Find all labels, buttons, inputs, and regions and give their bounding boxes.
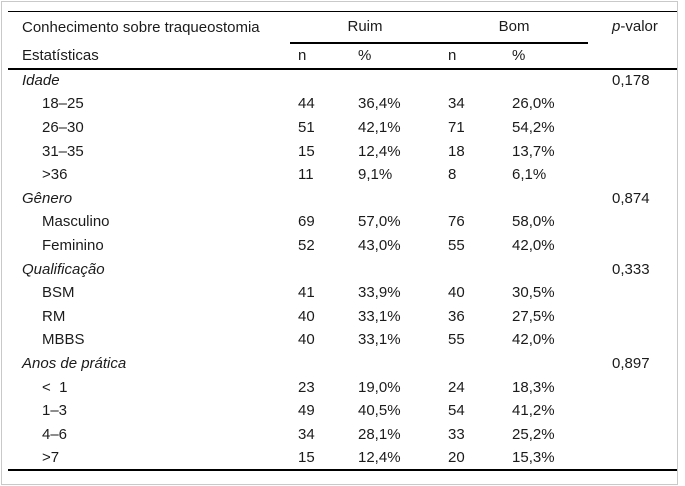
statistics-header: Estatísticas	[8, 43, 290, 69]
bom-pct-cell: 30,5%	[512, 284, 555, 302]
ruim-pct-cell: 40,5%	[358, 402, 401, 420]
ruim-n-cell: 15	[298, 142, 315, 160]
ruim-n-cell: 52	[298, 236, 315, 254]
bom-n-cell: 34	[448, 95, 465, 113]
ruim-n-cell: 11	[298, 166, 314, 184]
empty-cell	[290, 352, 350, 376]
header-row-groups	[8, 12, 677, 43]
ruim-pct-cell: 33,1%	[358, 331, 401, 349]
section-row	[8, 352, 677, 376]
empty-cell	[290, 186, 350, 210]
empty-cell	[350, 186, 440, 210]
bom-pct-cell: 25,2%	[512, 425, 555, 443]
bom-pct-cell: 13,7%	[512, 142, 555, 160]
bom-n-cell: 54	[448, 402, 465, 420]
data-row	[8, 446, 677, 470]
ruim-n-cell: 40	[298, 331, 315, 349]
bom-pct-cell: 58,0%	[512, 213, 555, 231]
section-label: Anos de prática	[22, 354, 127, 372]
table-header	[8, 12, 677, 69]
empty-cell	[440, 352, 504, 376]
empty-cell	[588, 328, 677, 352]
bom-n-cell: 8	[448, 166, 457, 184]
category-label: >36	[42, 166, 68, 184]
category-label: MBBS	[42, 331, 85, 349]
ruim-n-header: n	[290, 43, 350, 69]
section-label: Idade	[22, 72, 60, 90]
ruim-n-cell: 69	[298, 213, 315, 231]
section-label: Qualificação	[22, 260, 105, 278]
bom-n-cell: 71	[448, 118, 465, 136]
empty-cell	[588, 116, 677, 140]
p-value-header-suffix: -valor	[620, 18, 658, 35]
ruim-pct-cell: 33,9%	[358, 284, 401, 302]
bom-pct-cell: 26,0%	[512, 95, 555, 113]
data-row	[8, 139, 677, 163]
p-value-cell: 0,874	[612, 189, 650, 207]
data-row	[8, 304, 677, 328]
data-row	[8, 281, 677, 305]
empty-cell	[588, 422, 677, 446]
bom-pct-cell: 41,2%	[512, 402, 555, 420]
category-label: Feminino	[42, 236, 104, 254]
empty-cell	[440, 257, 504, 281]
bom-n-cell: 24	[448, 378, 465, 396]
p-value-cell: 0,178	[612, 72, 650, 90]
empty-cell	[588, 92, 677, 116]
data-row	[8, 163, 677, 187]
bom-n-cell: 33	[448, 425, 465, 443]
category-label: 4–6	[42, 425, 68, 443]
ruim-pct-cell: 57,0%	[358, 213, 401, 231]
data-row	[8, 116, 677, 140]
p-value-header	[588, 12, 677, 69]
empty-cell	[440, 69, 504, 93]
section-row	[8, 186, 677, 210]
bom-n-cell: 36	[448, 307, 465, 325]
section-row	[8, 69, 677, 93]
ruim-n-cell: 34	[298, 425, 315, 443]
group-header-bom: Bom	[440, 12, 588, 43]
category-label: 1–3	[42, 402, 68, 420]
header-row-subcolumns	[8, 43, 677, 69]
empty-cell	[350, 352, 440, 376]
data-row	[8, 210, 677, 234]
empty-cell	[588, 139, 677, 163]
data-row	[8, 399, 677, 423]
empty-cell	[504, 352, 588, 376]
category-label: < 1	[42, 378, 68, 396]
empty-cell	[588, 375, 677, 399]
category-label: 31–35	[42, 142, 84, 160]
ruim-n-cell: 41	[298, 284, 315, 302]
section-label: Gênero	[22, 189, 73, 207]
empty-cell	[350, 257, 440, 281]
data-row	[8, 328, 677, 352]
bom-pct-cell: 6,1%	[512, 166, 547, 184]
ruim-pct-cell: 28,1%	[358, 425, 401, 443]
table-title: Conhecimento sobre traqueostomia	[22, 18, 260, 36]
bom-pct-header: %	[504, 43, 588, 69]
data-row	[8, 375, 677, 399]
empty-cell	[588, 281, 677, 305]
empty-cell	[350, 69, 440, 93]
ruim-pct-cell: 12,4%	[358, 142, 401, 160]
empty-cell	[588, 304, 677, 328]
ruim-n-cell: 15	[298, 448, 315, 466]
empty-cell	[290, 69, 350, 93]
ruim-pct-cell: 43,0%	[358, 236, 401, 254]
ruim-n-cell: 44	[298, 95, 315, 113]
ruim-pct-cell: 19,0%	[358, 378, 401, 396]
data-row	[8, 92, 677, 116]
ruim-pct-cell: 9,1%	[358, 166, 393, 184]
empty-cell	[588, 210, 677, 234]
bom-n-cell: 20	[448, 448, 465, 466]
category-label: 26–30	[42, 118, 84, 136]
bom-n-cell: 18	[448, 142, 465, 160]
bom-pct-cell: 27,5%	[512, 307, 555, 325]
empty-cell	[504, 186, 588, 210]
table-body	[8, 69, 677, 470]
p-value-cell: 0,333	[612, 260, 650, 278]
bom-n-cell: 55	[448, 331, 465, 349]
bom-pct-cell: 18,3%	[512, 378, 555, 396]
ruim-n-cell: 40	[298, 307, 315, 325]
ruim-n-cell: 23	[298, 378, 315, 396]
empty-cell	[588, 234, 677, 258]
group-header-ruim: Ruim	[290, 12, 440, 43]
bom-pct-cell: 42,0%	[512, 331, 555, 349]
bom-n-cell: 40	[448, 284, 465, 302]
p-value-cell: 0,897	[612, 354, 650, 372]
p-value-header-italic-p: p	[612, 18, 621, 35]
bom-pct-cell: 15,3%	[512, 448, 555, 466]
section-row	[8, 257, 677, 281]
empty-cell	[588, 163, 677, 187]
empty-cell	[290, 257, 350, 281]
data-row	[8, 422, 677, 446]
ruim-pct-cell: 42,1%	[358, 118, 401, 136]
empty-cell	[440, 186, 504, 210]
ruim-n-cell: 49	[298, 402, 315, 420]
category-label: BSM	[42, 284, 75, 302]
bom-n-cell: 76	[448, 213, 465, 231]
bom-n-header: n	[440, 43, 504, 69]
ruim-n-cell: 51	[298, 118, 315, 136]
empty-cell	[504, 257, 588, 281]
empty-cell	[504, 69, 588, 93]
category-label: >7	[42, 448, 60, 466]
ruim-pct-cell: 36,4%	[358, 95, 401, 113]
bom-pct-cell: 54,2%	[512, 118, 555, 136]
bom-n-cell: 55	[448, 236, 465, 254]
statistics-table	[8, 11, 677, 471]
data-row	[8, 234, 677, 258]
ruim-pct-cell: 33,1%	[358, 307, 401, 325]
category-label: 18–25	[42, 95, 84, 113]
category-label: Masculino	[42, 213, 110, 231]
empty-cell	[588, 399, 677, 423]
category-label: RM	[42, 307, 66, 325]
ruim-pct-header: %	[350, 43, 440, 69]
ruim-pct-cell: 12,4%	[358, 448, 401, 466]
bom-pct-cell: 42,0%	[512, 236, 555, 254]
empty-cell	[588, 446, 677, 470]
